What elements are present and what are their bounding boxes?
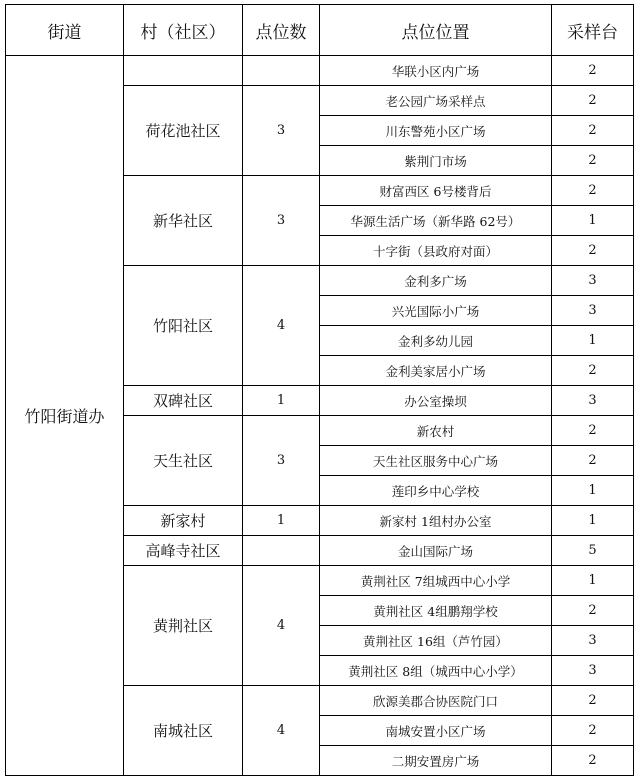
sampler-count: 1 [552,506,634,536]
site-location: 金山国际广场 [320,536,552,566]
community-name: 新华社区 [124,176,243,266]
street-name: 竹阳街道办 [6,56,124,776]
site-location: 新农村 [320,416,552,446]
site-location: 华联小区内广场 [320,56,552,86]
community-name: 南城社区 [124,686,243,776]
site-count: 4 [243,266,320,386]
sampler-count: 2 [552,416,634,446]
site-count: 4 [243,566,320,686]
site-location: 黄荆社区 16组（芦竹园） [320,626,552,656]
table-row [6,56,634,86]
site-location: 金利多广场 [320,266,552,296]
sampling-sites-table [5,4,634,776]
sampler-count: 2 [552,176,634,206]
header-street: 街道 [6,5,124,56]
site-location: 金利多幼儿园 [320,326,552,356]
sampler-count: 2 [552,746,634,776]
site-location: 南城安置小区广场 [320,716,552,746]
sampler-count: 3 [552,626,634,656]
site-count: 3 [243,176,320,266]
header-community: 村（社区） [124,5,243,56]
site-location: 莲印乡中心学校 [320,476,552,506]
sampler-count: 2 [552,236,634,266]
site-location: 黄荆社区 4组鹏翔学校 [320,596,552,626]
community-name: 黄荆社区 [124,566,243,686]
community-name: 竹阳社区 [124,266,243,386]
site-location: 办公室操坝 [320,386,552,416]
community-name: 天生社区 [124,416,243,506]
site-location: 二期安置房广场 [320,746,552,776]
community-name [124,56,243,86]
header-row [6,5,634,56]
sampler-count: 1 [552,476,634,506]
site-location: 财富西区 6号楼背后 [320,176,552,206]
header-site-location: 点位位置 [320,5,552,56]
site-location: 兴光国际小广场 [320,296,552,326]
sampler-count: 5 [552,536,634,566]
site-location: 黄荆社区 8组（城西中心小学） [320,656,552,686]
community-name: 荷花池社区 [124,86,243,176]
site-location: 川东警苑小区广场 [320,116,552,146]
site-location: 华源生活广场（新华路 62号） [320,206,552,236]
sampler-count: 2 [552,86,634,116]
sampler-count: 2 [552,686,634,716]
sampler-count: 2 [552,56,634,86]
site-count: 1 [243,506,320,536]
sampler-count: 3 [552,266,634,296]
site-location: 欣源美郡合协医院门口 [320,686,552,716]
sampler-count: 3 [552,296,634,326]
sampler-count: 1 [552,566,634,596]
community-name: 新家村 [124,506,243,536]
header-sampler-count: 采样台 [552,5,634,56]
site-count: 3 [243,416,320,506]
sampler-count: 2 [552,716,634,746]
sampler-count: 2 [552,356,634,386]
site-location: 金利美家居小广场 [320,356,552,386]
sampler-count: 2 [552,446,634,476]
sampler-count: 1 [552,326,634,356]
site-count: 3 [243,86,320,176]
site-count: 1 [243,386,320,416]
header-site-count: 点位数 [243,5,320,56]
sampler-count: 3 [552,386,634,416]
site-location: 十字街（县政府对面） [320,236,552,266]
community-name: 双碑社区 [124,386,243,416]
site-location: 天生社区服务中心广场 [320,446,552,476]
sampler-count: 2 [552,116,634,146]
site-location: 黄荆社区 7组城西中心小学 [320,566,552,596]
site-location: 新家村 1组村办公室 [320,506,552,536]
sampler-count: 3 [552,656,634,686]
sampler-count: 1 [552,206,634,236]
community-name: 高峰寺社区 [124,536,243,566]
sampler-count: 2 [552,146,634,176]
site-count [243,56,320,86]
site-count: 4 [243,686,320,776]
site-location: 老公园广场采样点 [320,86,552,116]
sampler-count: 2 [552,596,634,626]
site-count [243,536,320,566]
site-location: 紫荆门市场 [320,146,552,176]
